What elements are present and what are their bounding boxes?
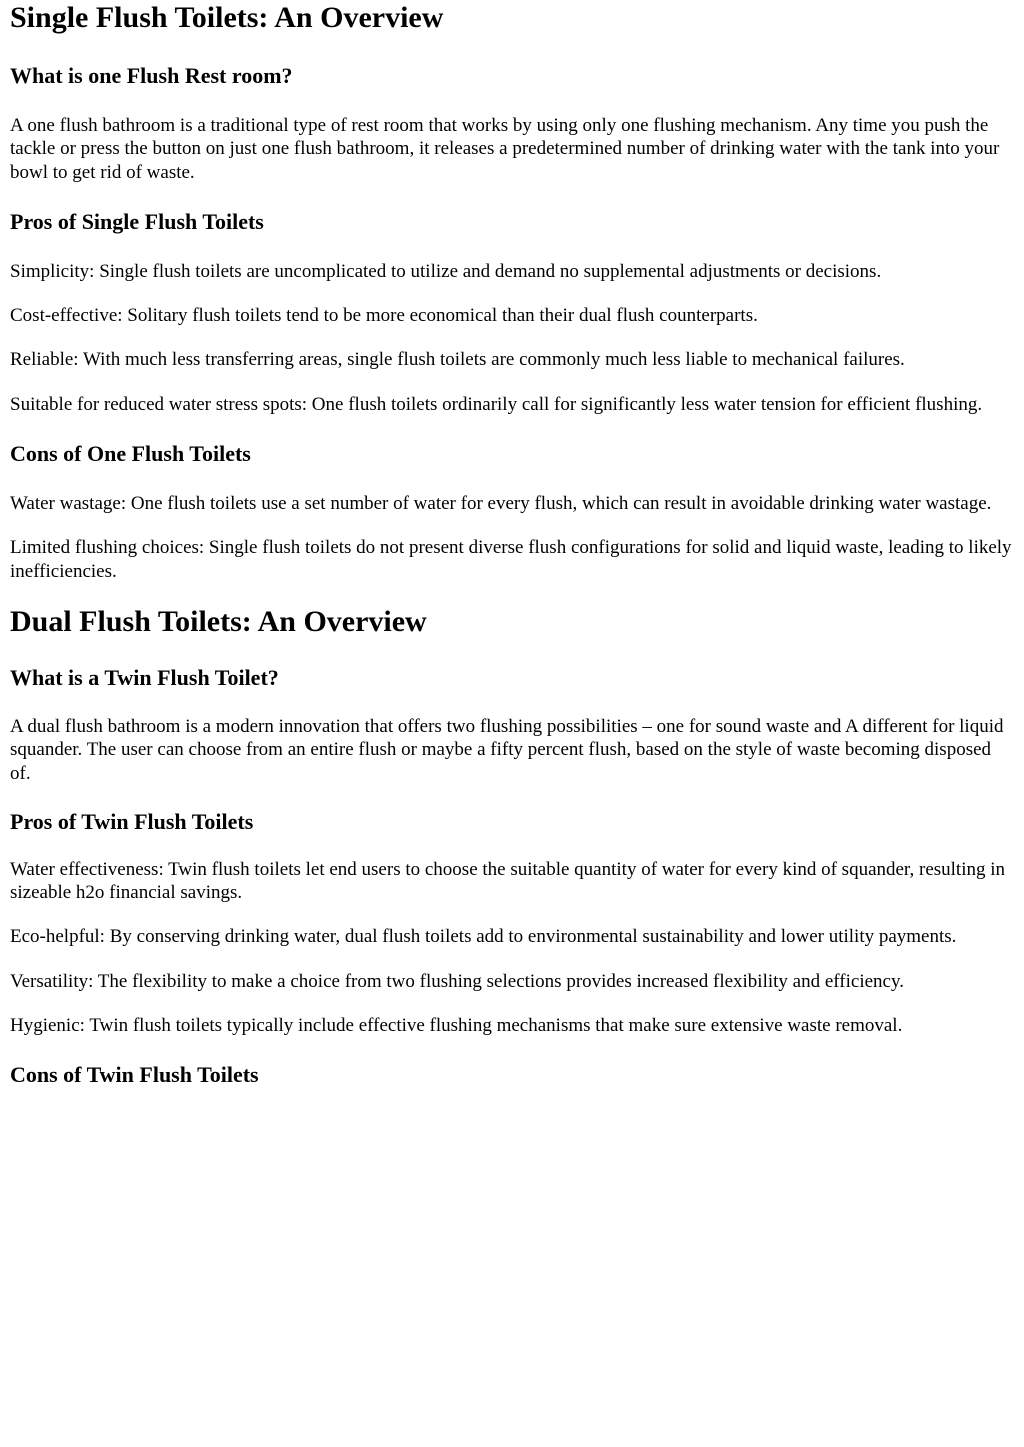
- dual-what-heading: What is a Twin Flush Toilet?: [10, 664, 279, 690]
- dual-pros-item: Versatility: The flexibility to make a choice from two flushing selections provides increased flexibility and efficiency.: [10, 970, 904, 992]
- single-pros-item: Simplicity: Single flush toilets are uncomplicated to utilize and demand no supplemental adjustments or decisions.: [10, 260, 882, 282]
- dual-cons-heading: Cons of Twin Flush Toilets: [10, 1062, 259, 1088]
- single-what-paragraph: A one flush bathroom is a traditional type of rest room that works by using only one flushing mechanism. Any time you push the tackle or press the button on just one flush bathroom, it releases a predetermined number of drinking water with the tank into your bowl to get rid of waste.: [10, 115, 1000, 183]
- dual-flush-title: Dual Flush Toilets: An Overview: [10, 604, 427, 638]
- single-cons-item: Water wastage: One flush toilets use a set number of water for every flush, which can result in avoidable drinking water wastage.: [10, 493, 992, 515]
- dual-pros-item: Water effectiveness: Twin flush toilets let end users to choose the suitable quantity of water for every kind of squander, resulting in sizeable h2o financial savings.: [10, 858, 1006, 904]
- single-pros-item: Reliable: With much less transferring areas, single flush toilets are commonly much less liable to mechanical failures.: [10, 349, 905, 371]
- dual-pros-item: Hygienic: Twin flush toilets typically include effective flushing mechanisms that make sure extensive waste removal.: [10, 1015, 903, 1037]
- single-pros-item: Suitable for reduced water stress spots: One flush toilets ordinarily call for significantly less water tension for efficient flushing.: [10, 393, 983, 415]
- single-cons-heading: Cons of One Flush Toilets: [10, 441, 251, 467]
- single-what-heading: What is one Flush Rest room?: [10, 63, 293, 88]
- single-cons-item: Limited flushing choices: Single flush toilets do not present diverse flush configurations for solid and liquid waste, leading to likely inefficiencies.: [10, 537, 1012, 582]
- dual-what-paragraph: A dual flush bathroom is a modern innovation that offers two flushing possibilities – one for sound waste and A different for liquid squander. The user can choose from an entire flush or maybe a fifty percent flush, based on the style of waste becoming disposed of.: [10, 715, 1004, 784]
- single-flush-title: Single Flush Toilets: An Overview: [10, 1, 444, 34]
- article: [0, 1, 1024, 1088]
- dual-pros-heading: Pros of Twin Flush Toilets: [10, 808, 254, 834]
- single-pros-item: Cost-effective: Solitary flush toilets tend to be more economical than their dual flush counterparts.: [10, 305, 758, 327]
- dual-pros-item: Eco-helpful: By conserving drinking water, dual flush toilets add to environmental sustainability and lower utility payments.: [10, 926, 957, 948]
- single-pros-heading: Pros of Single Flush Toilets: [10, 208, 264, 234]
